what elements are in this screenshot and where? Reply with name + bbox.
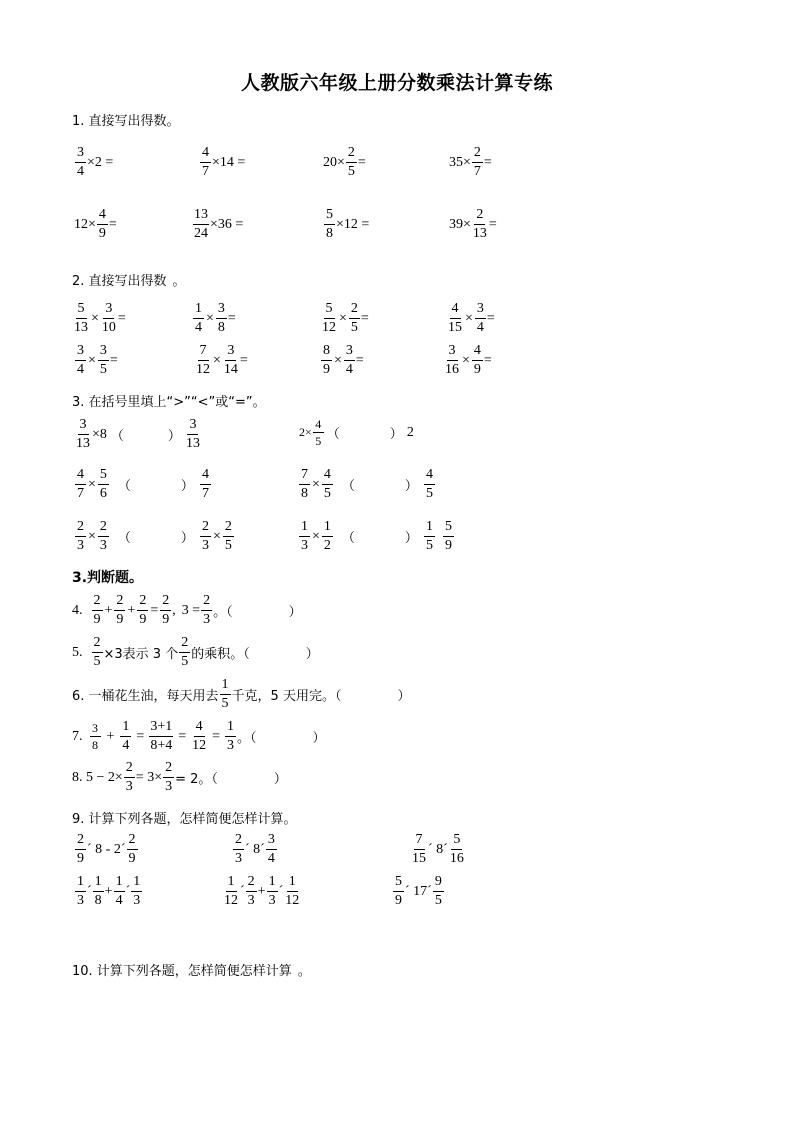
s1-problem-6: $\frac{13}{24}$ ×36 =: [194, 207, 244, 241]
fraction: $\frac{1}{8}$: [94, 874, 102, 908]
fraction: $\frac{2}{5}$: [181, 635, 189, 669]
fraction: $\frac{3}{4}$: [267, 832, 275, 866]
answer-blank-close: ）: [404, 531, 418, 546]
fraction: $\frac{2}{3}$: [203, 593, 211, 627]
fraction: $\frac{5}{13}$: [74, 301, 88, 335]
fraction: $\frac{2}{3}$: [235, 832, 242, 866]
s2-problem-8: $\frac{3}{16}$ × $\frac{4}{9}$ =: [445, 343, 492, 377]
calc-9-a: $\frac{2}{9}$ ´ 8 - 2´ $\frac{2}{9}$: [77, 832, 136, 866]
fraction: $\frac{2}{3}$: [165, 760, 173, 794]
answer-blank-open[interactable]: = 2。（: [175, 772, 218, 787]
answer-blank-close: ）: [180, 531, 194, 546]
section-10-heading: 10. 计算下列各题，怎样简便怎样计算 。: [72, 964, 311, 979]
fraction: $\frac{1}{3}$: [301, 519, 308, 553]
answer-blank-close: ）: [305, 647, 319, 662]
s1-problem-5: 12× $\frac{4}{9}$ =: [74, 207, 117, 241]
fraction: $\frac{5}{9}$: [444, 519, 452, 553]
fraction: $\frac{2}{9}$: [77, 832, 84, 866]
fraction: $\frac{5}{9}$: [395, 874, 402, 908]
s3-compare-5: $\frac{2}{3}$ × $\frac{2}{3}$ （ ） $\frac{2}{3}$ × $\frac{2}{5}$: [77, 519, 232, 553]
fraction: $\frac{4}{12}$: [192, 719, 207, 753]
answer-blank-open[interactable]: （: [341, 479, 355, 494]
page-title: 人教版六年级上册分数乘法计算专练: [240, 72, 553, 94]
answer-blank-open[interactable]: （: [117, 479, 131, 494]
fraction: $\frac{7}{12}$: [196, 343, 210, 377]
fraction: $\frac{7}{8}$: [301, 467, 308, 501]
judge-question-8: 8. 5 − 2× $\frac{2}{3}$ = 3× $\frac{2}{3}$ = 2。（ ）: [72, 760, 287, 794]
fraction: $\frac{2}{3}$: [125, 760, 133, 794]
fraction: $\frac{1}{5}$: [221, 677, 229, 711]
s1-problem-1: $\frac{3}{4}$ ×2 =: [77, 145, 114, 179]
calc-9-b: $\frac{2}{3}$ ´ 8´ $\frac{3}{4}$: [235, 832, 275, 866]
fraction: $\frac{4}{15}$: [448, 301, 462, 335]
fraction: $\frac{1}{4}$: [115, 874, 123, 908]
answer-blank-open[interactable]: （: [326, 427, 340, 442]
fraction: $\frac{1}{4}$: [122, 719, 130, 753]
fraction: $\frac{2}{13}$: [472, 207, 487, 241]
fraction: $\frac{3}{4}$: [476, 301, 484, 335]
fraction: $\frac{2}{5}$: [224, 519, 232, 553]
s2-problem-4: $\frac{4}{15}$ × $\frac{3}{4}$ =: [448, 301, 495, 335]
fraction: $\frac{3}{5}$: [99, 343, 107, 377]
fraction: $\frac{5}{6}$: [99, 467, 107, 501]
judge-question-7: 7. $\frac{3}{8}$ + $\frac{1}{4}$ = $\frac{3+1}{8+4}$ = $\frac{4}{12}$ = $\frac{1}{3}$ 。（ ）: [72, 719, 326, 753]
fraction: $\frac{3+1}{8+4}$: [150, 719, 173, 753]
s3-compare-6: $\frac{1}{3}$ × $\frac{1}{2}$ （ ） $\frac{1}{5}$ $\frac{5}{9}$: [301, 519, 452, 553]
fraction: $\frac{4}{9}$: [98, 207, 106, 241]
calc-9-f: $\frac{5}{9}$ ´ 17´ $\frac{9}{5}$: [395, 874, 442, 908]
s2-problem-7: $\frac{8}{9}$ × $\frac{3}{4}$ =: [323, 343, 364, 377]
answer-blank-close: ）: [273, 772, 287, 787]
fraction: $\frac{9}{5}$: [434, 874, 442, 908]
s1-problem-8: 39× $\frac{2}{13}$ =: [449, 207, 497, 241]
fraction: $\frac{1}{12}$: [224, 874, 238, 908]
fraction: $\frac{1}{3}$: [133, 874, 141, 908]
fraction: $\frac{3}{13}$: [185, 417, 200, 451]
fraction: $\frac{4}{5}$: [323, 467, 331, 501]
fraction: $\frac{4}{9}$: [473, 343, 481, 377]
answer-blank-close: ）: [389, 427, 403, 442]
fraction: $\frac{2}{9}$: [128, 832, 136, 866]
answer-blank-close: ）: [312, 731, 326, 746]
fraction: $\frac{2}{3}$: [77, 519, 84, 553]
fraction: $\frac{3}{8}$: [90, 722, 101, 751]
s2-problem-6: $\frac{7}{12}$ × $\frac{3}{14}$ =: [196, 343, 248, 377]
judge-question-4: 4. $\frac{2}{9}$ + $\frac{2}{9}$ + $\frac{2}{9}$ = $\frac{2}{9}$ , 3 = $\frac{2}{3}$ 。（ ）: [72, 593, 302, 627]
fraction: $\frac{1}{5}$: [425, 519, 433, 553]
fraction: $\frac{2}{3}$: [99, 519, 107, 553]
fraction: $\frac{3}{8}$: [217, 301, 225, 335]
fraction: $\frac{1}{3}$: [77, 874, 84, 908]
fraction: $\frac{2}{9}$: [139, 593, 147, 627]
s2-problem-1: $\frac{5}{13}$ × $\frac{3}{10}$ =: [74, 301, 126, 335]
answer-blank-open[interactable]: 。（: [321, 689, 342, 704]
fraction: $\frac{5}{16}$: [449, 832, 464, 866]
calc-9-d: $\frac{1}{3}$ ´ $\frac{1}{8}$ + $\frac{1}{4}$ ´ $\frac{1}{3}$: [77, 874, 141, 908]
s2-problem-2: $\frac{1}{4}$ × $\frac{3}{8}$ =: [195, 301, 236, 335]
s1-problem-7: $\frac{5}{8}$ ×12 =: [326, 207, 370, 241]
fraction: $\frac{1}{4}$: [195, 301, 202, 335]
fraction: $\frac{2}{5}$: [350, 301, 358, 335]
fraction: $\frac{4}{7}$: [201, 467, 209, 501]
fraction: $\frac{1}{2}$: [323, 519, 331, 553]
s3-compare-4: $\frac{7}{8}$ × $\frac{4}{5}$ （ ） $\frac{4}{5}$: [301, 467, 433, 501]
answer-blank-open[interactable]: 。（: [237, 731, 257, 746]
fraction: $\frac{7}{15}$: [412, 832, 426, 866]
answer-blank-open[interactable]: 的乘积。（: [191, 647, 250, 662]
fraction: $\frac{4}{5}$: [425, 467, 433, 501]
fraction: $\frac{1}{3}$: [227, 719, 235, 753]
section-4-heading: 3.判断题。: [72, 570, 144, 586]
fraction: $\frac{3}{4}$: [77, 343, 84, 377]
section-2-heading: 2. 直接写出得数 。: [72, 274, 186, 289]
section-9-heading: 9. 计算下列各题，怎样简便怎样计算。: [72, 812, 297, 827]
fraction: $\frac{3}{10}$: [101, 301, 116, 335]
fraction: $\frac{2}{9}$: [162, 593, 170, 627]
s1-problem-4: 35× $\frac{2}{7}$ =: [449, 145, 492, 179]
answer-blank-close: ）: [288, 605, 302, 620]
answer-blank-open[interactable]: 。（: [213, 605, 233, 620]
answer-blank-open[interactable]: （: [110, 429, 124, 444]
answer-blank-open[interactable]: （: [341, 531, 355, 546]
s2-problem-5: $\frac{3}{4}$ × $\frac{3}{5}$ =: [77, 343, 118, 377]
fraction: $\frac{2}{7}$: [473, 145, 481, 179]
answer-blank-close: ）: [404, 479, 418, 494]
fraction: $\frac{5}{8}$: [326, 207, 333, 241]
fraction: $\frac{4}{7}$: [77, 467, 84, 501]
answer-blank-open[interactable]: （: [117, 531, 131, 546]
fraction: $\frac{1}{3}$: [268, 874, 276, 908]
fraction: $\frac{3}{4}$: [345, 343, 353, 377]
judge-question-5: 5. $\frac{2}{5}$ ×3表示 3 个 $\frac{2}{5}$ 的乘积。（ ）: [72, 635, 319, 669]
fraction: $\frac{5}{12}$: [322, 301, 336, 335]
fraction: $\frac{2}{3}$: [201, 519, 209, 553]
fraction: $\frac{4}{5}$: [313, 418, 324, 447]
s1-problem-2: $\frac{4}{7}$ ×14 =: [202, 145, 246, 179]
calc-9-e: $\frac{1}{12}$ ´ $\frac{2}{3}$ + $\frac{1}{3}$ ´ $\frac{1}{12}$: [224, 874, 300, 908]
s3-compare-1: $\frac{3}{13}$ ×8 （ ） $\frac{3}{13}$: [76, 417, 200, 451]
fraction: $\frac{2}{5}$: [347, 145, 355, 179]
answer-blank-close: ）: [397, 689, 411, 704]
fraction: $\frac{2}{5}$: [93, 635, 101, 669]
fraction: $\frac{2}{3}$: [247, 874, 255, 908]
s3-compare-2: 2× $\frac{4}{5}$ （ ） 2: [299, 417, 414, 448]
judge-question-6: 6. 一桶花生油，每天用去 $\frac{1}{5}$ 千克，5 天用完 。（ ）: [72, 677, 411, 711]
calc-9-c: $\frac{7}{15}$ ´ 8´ $\frac{5}{16}$: [412, 832, 464, 866]
section-1-heading: 1. 直接写出得数。: [72, 114, 180, 129]
fraction: $\frac{13}{24}$: [194, 207, 208, 241]
fraction: $\frac{2}{9}$: [93, 593, 101, 627]
fraction: $\frac{2}{9}$: [116, 593, 124, 627]
section-3-heading: 3. 在括号里填上“>”“<”或“=”。: [72, 395, 266, 410]
answer-blank-close: ）: [167, 429, 181, 444]
fraction: $\frac{3}{4}$: [77, 145, 84, 179]
s3-compare-3: $\frac{4}{7}$ × $\frac{5}{6}$ （ ） $\frac{4}{7}$: [77, 467, 209, 501]
s2-problem-3: $\frac{5}{12}$ × $\frac{2}{5}$ =: [322, 301, 369, 335]
fraction: $\frac{3}{14}$: [223, 343, 238, 377]
fraction: $\frac{3}{16}$: [445, 343, 459, 377]
fraction: $\frac{8}{9}$: [323, 343, 330, 377]
fraction: $\frac{1}{12}$: [285, 874, 300, 908]
fraction: $\frac{3}{13}$: [76, 417, 90, 451]
fraction: $\frac{4}{7}$: [202, 145, 209, 179]
answer-blank-close: ）: [180, 479, 194, 494]
s1-problem-3: 20× $\frac{2}{5}$ =: [323, 145, 366, 179]
